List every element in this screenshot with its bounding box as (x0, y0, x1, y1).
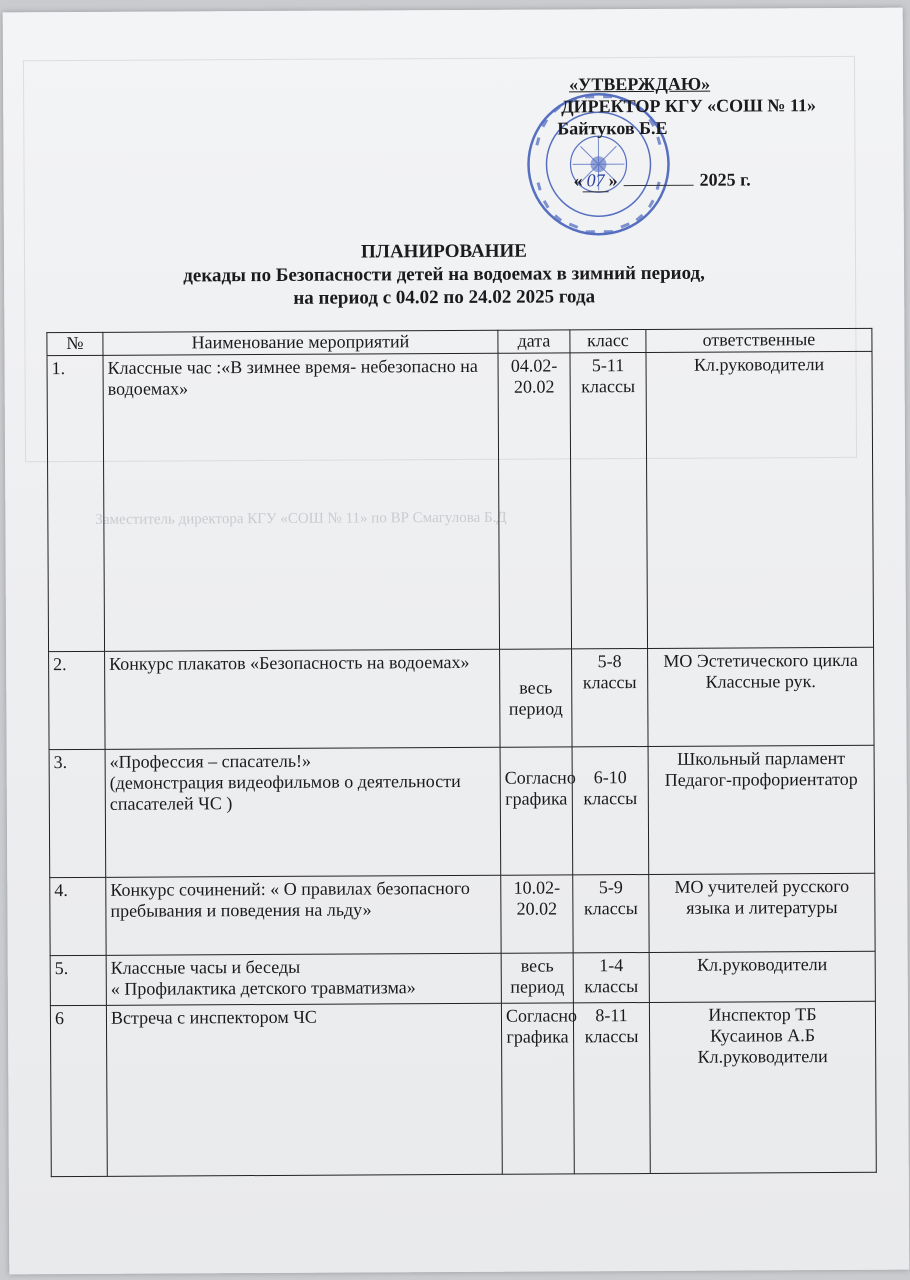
row-class: 5-9 классы (573, 874, 649, 952)
row-num: 6 (50, 1005, 107, 1176)
row-responsible-line: Классные рук. (705, 671, 816, 692)
row-name: Встреча с инспектором ЧС (106, 1003, 502, 1176)
row-num: 4. (50, 877, 106, 955)
row-date: 04.02-20.02 (498, 353, 572, 649)
approval-date-year: 2025 г. (699, 169, 751, 190)
approval-date (574, 168, 751, 192)
row-class: 5-8 классы (572, 648, 649, 746)
row-class: 6-10 классы (572, 746, 649, 874)
row-date: весь период (500, 649, 573, 747)
approval-date-day: 07 (583, 169, 609, 192)
header-class: класс (570, 330, 646, 353)
document-sheet (3, 8, 910, 1275)
row-name (106, 953, 501, 1005)
approval-date-open-quote: « (573, 170, 583, 191)
row-responsible: Кл.руководители (646, 351, 874, 648)
row-num: 2. (49, 651, 106, 749)
title-line-3: на период с 04.02 по 24.02 2025 года (293, 286, 596, 309)
plan-table (46, 328, 876, 1177)
row-name (105, 747, 501, 877)
header-date: дата (498, 330, 570, 353)
row-date: Согласно графика (501, 1003, 574, 1174)
approval-director-name: Байтуков Б.Е (557, 117, 668, 139)
row-num: 1. (47, 355, 105, 651)
row-name-line: (демонстрация видеофильмов о деятельности спасателей ЧС ) (109, 770, 461, 814)
row-responsible-line: Инспектор ТБ (708, 1004, 817, 1025)
approval-heading: «УТВЕРЖДАЮ» (569, 73, 711, 95)
row-name: Конкурс сочинений: « О правилах безопасного пребывания и поведения на льду» (106, 875, 501, 955)
row-class: 1-4 классы (573, 952, 649, 1002)
row-name-line: « Профилактика детского травматизма» (110, 977, 416, 999)
table-row (50, 873, 875, 955)
header-responsible: ответственные (646, 328, 872, 352)
row-responsible-line: Кл.руководители (697, 1046, 828, 1067)
row-num: 3. (49, 749, 106, 877)
header-name: Наименование мероприятий (103, 330, 498, 355)
row-date: Согласно графика (500, 747, 573, 875)
table-row (49, 745, 875, 877)
header-num: № (47, 332, 103, 355)
row-name-line: «Профессия – спасатель!» (109, 750, 312, 772)
row-date: 10.02-20.02 (501, 875, 573, 953)
row-responsible: МО учителей русского языка и литературы (649, 873, 875, 952)
table-row (50, 1001, 876, 1176)
row-responsible (648, 647, 875, 746)
row-name: Классные час :«В зимнее время- небезопасно на водоемах» (103, 353, 500, 651)
row-responsible-line: Школьный парламент (677, 747, 846, 769)
table-row (49, 647, 875, 749)
row-date: весь период (501, 953, 573, 1003)
row-name: Конкурс плакатов «Безопасность на водоемах» (105, 649, 501, 749)
document-title (114, 238, 774, 310)
title-line-1: ПЛАНИРОВАНИЕ (360, 240, 527, 263)
approval-date-month-blank (624, 185, 694, 186)
table-row (50, 951, 875, 1005)
row-responsible-line: Кусаинов А.Б (710, 1025, 816, 1046)
row-class: 5-11 классы (570, 353, 648, 649)
bleed-through-text: Заместитель директора КГУ «СОШ № 11» по ВР Смагулова Б.Д (95, 509, 507, 528)
row-num: 5. (50, 955, 106, 1005)
approval-date-close-quote: » (608, 170, 618, 191)
row-class: 8-11 классы (573, 1002, 650, 1173)
row-responsible (648, 745, 875, 874)
row-responsible (649, 1001, 876, 1173)
table-row (47, 351, 874, 651)
row-name-line: Классные часы и беседы (110, 956, 301, 978)
row-responsible-line: Педагог-профориентатор (664, 768, 858, 790)
row-responsible-line: МО Эстетического цикла (663, 649, 858, 671)
title-line-2: декады по Безопасности детей на водоемах в зимний период, (183, 262, 705, 287)
row-responsible: Кл.руководители (649, 951, 875, 1002)
approval-director: ДИРЕКТОР КГУ «СОШ № 11» (561, 95, 817, 117)
